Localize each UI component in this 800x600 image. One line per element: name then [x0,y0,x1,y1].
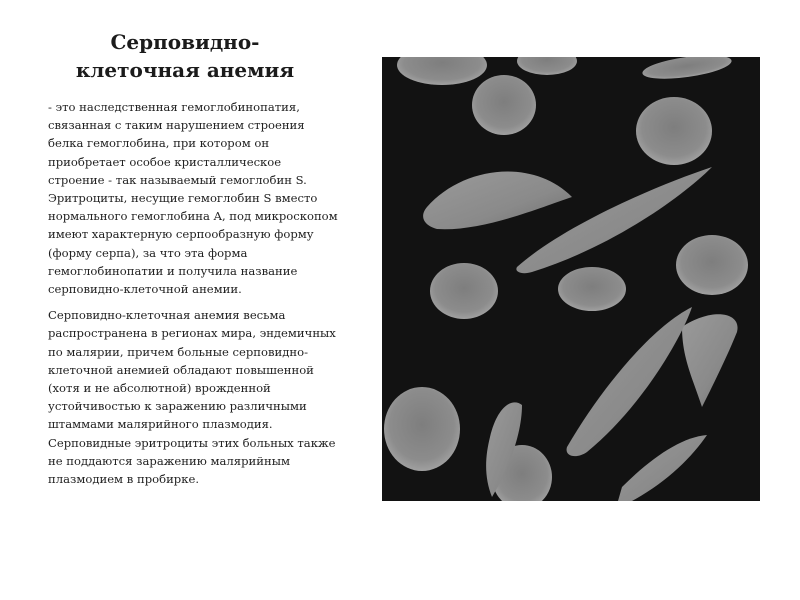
red-blood-cell [472,75,536,135]
paragraph-malaria: Серповидно-клеточная анемия весьма распространена в регионах мира, эндемичных по малярии, причем больные серповидно-клеточной анемией обладают повышенной (хотя и не абсолютной) врожденной устойчивостью к заражению различными штаммами малярийного плазмодия. Серповидные эритроциты этих больных также не поддаются заражению малярийным плазмодием в пробирке. [48,308,336,487]
red-blood-cell [636,97,712,165]
red-blood-cell [676,235,748,295]
micrograph-svg [382,57,760,501]
paragraph-definition: - это наследственная гемоглобинопатия, связанная с таким нарушением строения белка гемоглобина, при котором он приобретает особое кристаллическое строение - так называемый гемоглобин S. Эритроциты, несущие гемоглобин S вместо нормального гемоглобина A, под микроскопом имеют характерную серпообразную форму (форму серпа), за что эта форма гемоглобинопатии и получила название серповидно-клеточной анемии. [48,100,338,297]
title-line-1: Серповидно- [110,30,260,54]
body-text [48,98,340,496]
red-blood-cell [558,267,626,311]
red-blood-cell [430,263,498,319]
title-line-2: клеточная анемия [75,58,295,82]
slide-title [40,28,330,84]
red-blood-cell [384,387,460,471]
micrograph-image [382,57,760,501]
